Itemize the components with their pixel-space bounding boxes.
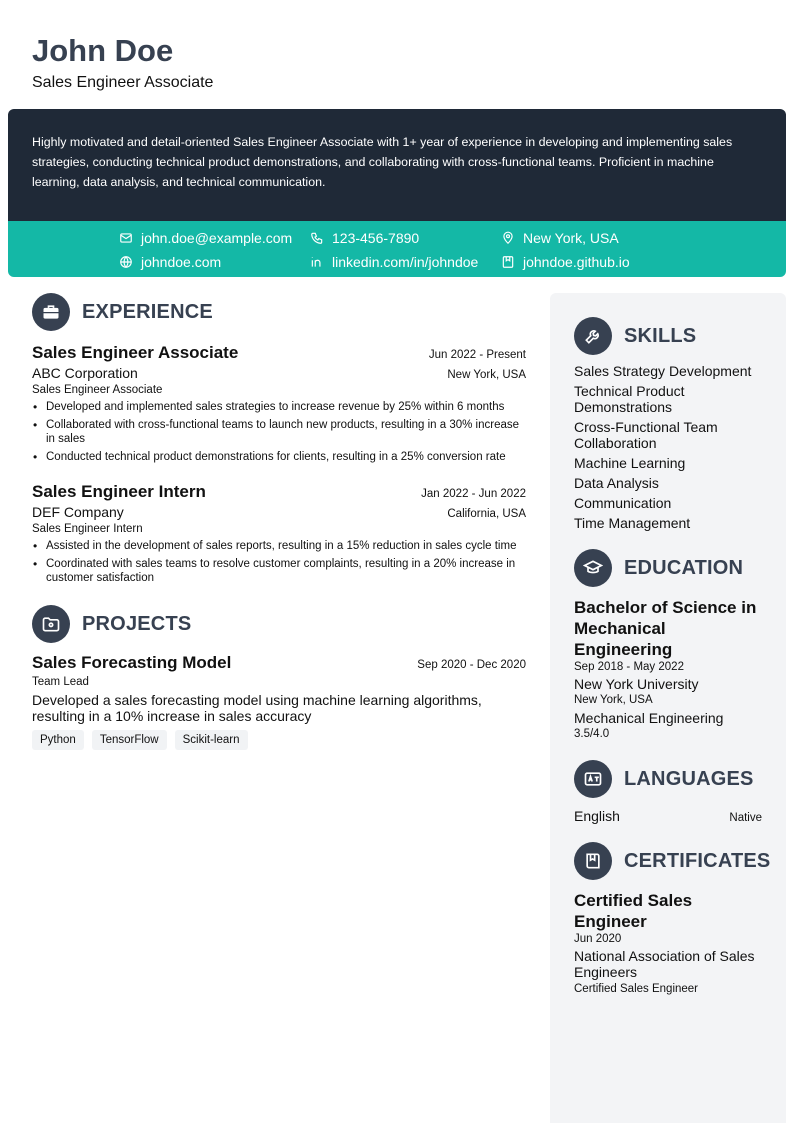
skill-item: Time Management — [574, 515, 691, 531]
person-title: Sales Engineer Associate — [32, 74, 214, 91]
translate-icon — [574, 760, 612, 798]
contact-email-text: john.doe@example.com — [141, 230, 293, 246]
job-date: Jun 2022 - Present — [428, 349, 526, 361]
project-title: Sales Forecasting Model — [32, 653, 232, 672]
job-title: Sales Engineer Associate — [32, 343, 239, 362]
project-tag: Scikit-learn — [175, 730, 248, 750]
language-item — [574, 808, 762, 824]
sidebar — [550, 293, 786, 1123]
certificate-issuer: National Association of Sales Engineers — [574, 948, 755, 980]
map-pin-icon — [501, 231, 515, 245]
person-name: John Doe — [32, 33, 174, 68]
contact-website-text: johndoe.com — [141, 254, 222, 270]
job-role: Sales Engineer Associate — [32, 384, 163, 396]
job-company: ABC Corporation — [32, 365, 138, 381]
contact-location — [501, 229, 619, 247]
skill-item: Communication — [574, 495, 672, 511]
summary-block — [8, 109, 786, 221]
skill-item: Data Analysis — [574, 475, 659, 491]
language-name: English — [574, 808, 620, 824]
contact-github[interactable] — [501, 253, 630, 271]
languages-section-header — [574, 760, 762, 798]
certificate-title: Certified Sales Engineer — [574, 891, 693, 931]
contact-linkedin[interactable] — [310, 253, 478, 271]
job-bullet: • Developed and implemented sales strategies to increase revenue by 25% within 6 months — [32, 400, 526, 414]
project-tag: Python — [32, 730, 84, 750]
certificate-date: Jun 2020 — [574, 933, 622, 945]
experience-section-header — [32, 293, 526, 331]
contact-phone-text: 123-456-7890 — [332, 230, 420, 246]
contact-phone[interactable] — [310, 229, 419, 247]
skill-item: Cross-Functional Team Collaboration — [574, 419, 718, 451]
project-tag: TensorFlow — [92, 730, 167, 750]
projects-heading: PROJECTS — [82, 612, 192, 635]
job-role: Sales Engineer Intern — [32, 523, 143, 535]
job-location: New York, USA — [447, 369, 526, 381]
contact-website[interactable] — [119, 253, 221, 271]
linkedin-icon — [310, 255, 324, 269]
contact-linkedin-text: linkedin.com/in/johndoe — [332, 254, 479, 270]
bookmark-icon — [501, 255, 515, 269]
project-description: Developed a sales forecasting model using machine learning algorithms, resulting in a 10% increase in sales accuracy — [32, 692, 482, 724]
education-section-header — [574, 549, 762, 587]
certificate-item — [574, 890, 762, 995]
experience-item — [32, 482, 526, 585]
skill-item: Machine Learning — [574, 455, 686, 471]
education-degree: Bachelor of Science in Mechanical Engineering — [574, 598, 757, 659]
skills-heading: SKILLS — [624, 324, 697, 347]
contact-github-text: johndoe.github.io — [523, 254, 630, 270]
certificates-heading: CERTIFICATES — [624, 849, 771, 872]
globe-icon — [119, 255, 133, 269]
mail-icon — [119, 231, 133, 245]
skills-section-header — [574, 317, 762, 355]
job-bullet: • Collaborated with cross-functional teams to launch new products, resulting in a 30% increase in sales — [32, 418, 526, 446]
wrench-icon — [574, 317, 612, 355]
main-column — [32, 293, 526, 750]
folder-icon — [32, 605, 70, 643]
job-date: Jan 2022 - Jun 2022 — [421, 488, 526, 500]
job-bullets — [32, 400, 526, 464]
education-school: New York University — [574, 676, 699, 692]
contact-location-text: New York, USA — [523, 230, 619, 246]
certificates-section-header — [574, 842, 771, 880]
education-location: New York, USA — [574, 694, 653, 706]
summary-text: Highly motivated and detail-oriented Sales Engineer Associate with 1+ year of experience in developing and implementing sales strategies, conducting technical product demonstrations, and collaborating with cross-functional teams. Proficient in machine learning, data analysis, and technical communication. — [32, 135, 733, 189]
job-title: Sales Engineer Intern — [32, 482, 206, 501]
certificate-detail: Certified Sales Engineer — [574, 983, 699, 995]
education-gpa: 3.5/4.0 — [574, 728, 610, 740]
job-company: DEF Company — [32, 504, 124, 520]
resume-header — [32, 32, 213, 92]
education-field: Mechanical Engineering — [574, 710, 724, 726]
education-item — [574, 597, 762, 740]
education-heading: EDUCATION — [624, 556, 744, 579]
projects-section-header — [32, 605, 526, 643]
skill-item: Technical Product Demonstrations — [574, 383, 685, 415]
project-item — [32, 653, 526, 750]
phone-icon — [310, 231, 324, 245]
project-role: Team Lead — [32, 676, 89, 688]
briefcase-icon — [32, 293, 70, 331]
skill-item: Sales Strategy Development — [574, 363, 752, 379]
job-bullet: • Assisted in the development of sales reports, resulting in a 15% reduction in sales cycle time — [32, 539, 526, 553]
job-bullets — [32, 539, 526, 585]
job-bullet: • Conducted technical product demonstrations for clients, resulting in a 25% conversion rate — [32, 450, 526, 464]
project-date: Sep 2020 - Dec 2020 — [417, 659, 526, 671]
language-level: Native — [729, 812, 762, 824]
job-bullet: • Coordinated with sales teams to resolve customer complaints, resulting in a 20% increase in customer satisfaction — [32, 557, 526, 585]
contact-bar — [8, 221, 786, 277]
contact-email[interactable] — [119, 229, 292, 247]
experience-heading: EXPERIENCE — [82, 300, 213, 323]
education-date: Sep 2018 - May 2022 — [574, 661, 684, 673]
project-tags — [32, 730, 526, 750]
languages-heading: LANGUAGES — [624, 767, 754, 790]
job-location: California, USA — [447, 508, 526, 520]
experience-item — [32, 343, 526, 464]
graduation-cap-icon — [574, 549, 612, 587]
certificate-book-icon — [574, 842, 612, 880]
skills-list — [574, 363, 762, 531]
